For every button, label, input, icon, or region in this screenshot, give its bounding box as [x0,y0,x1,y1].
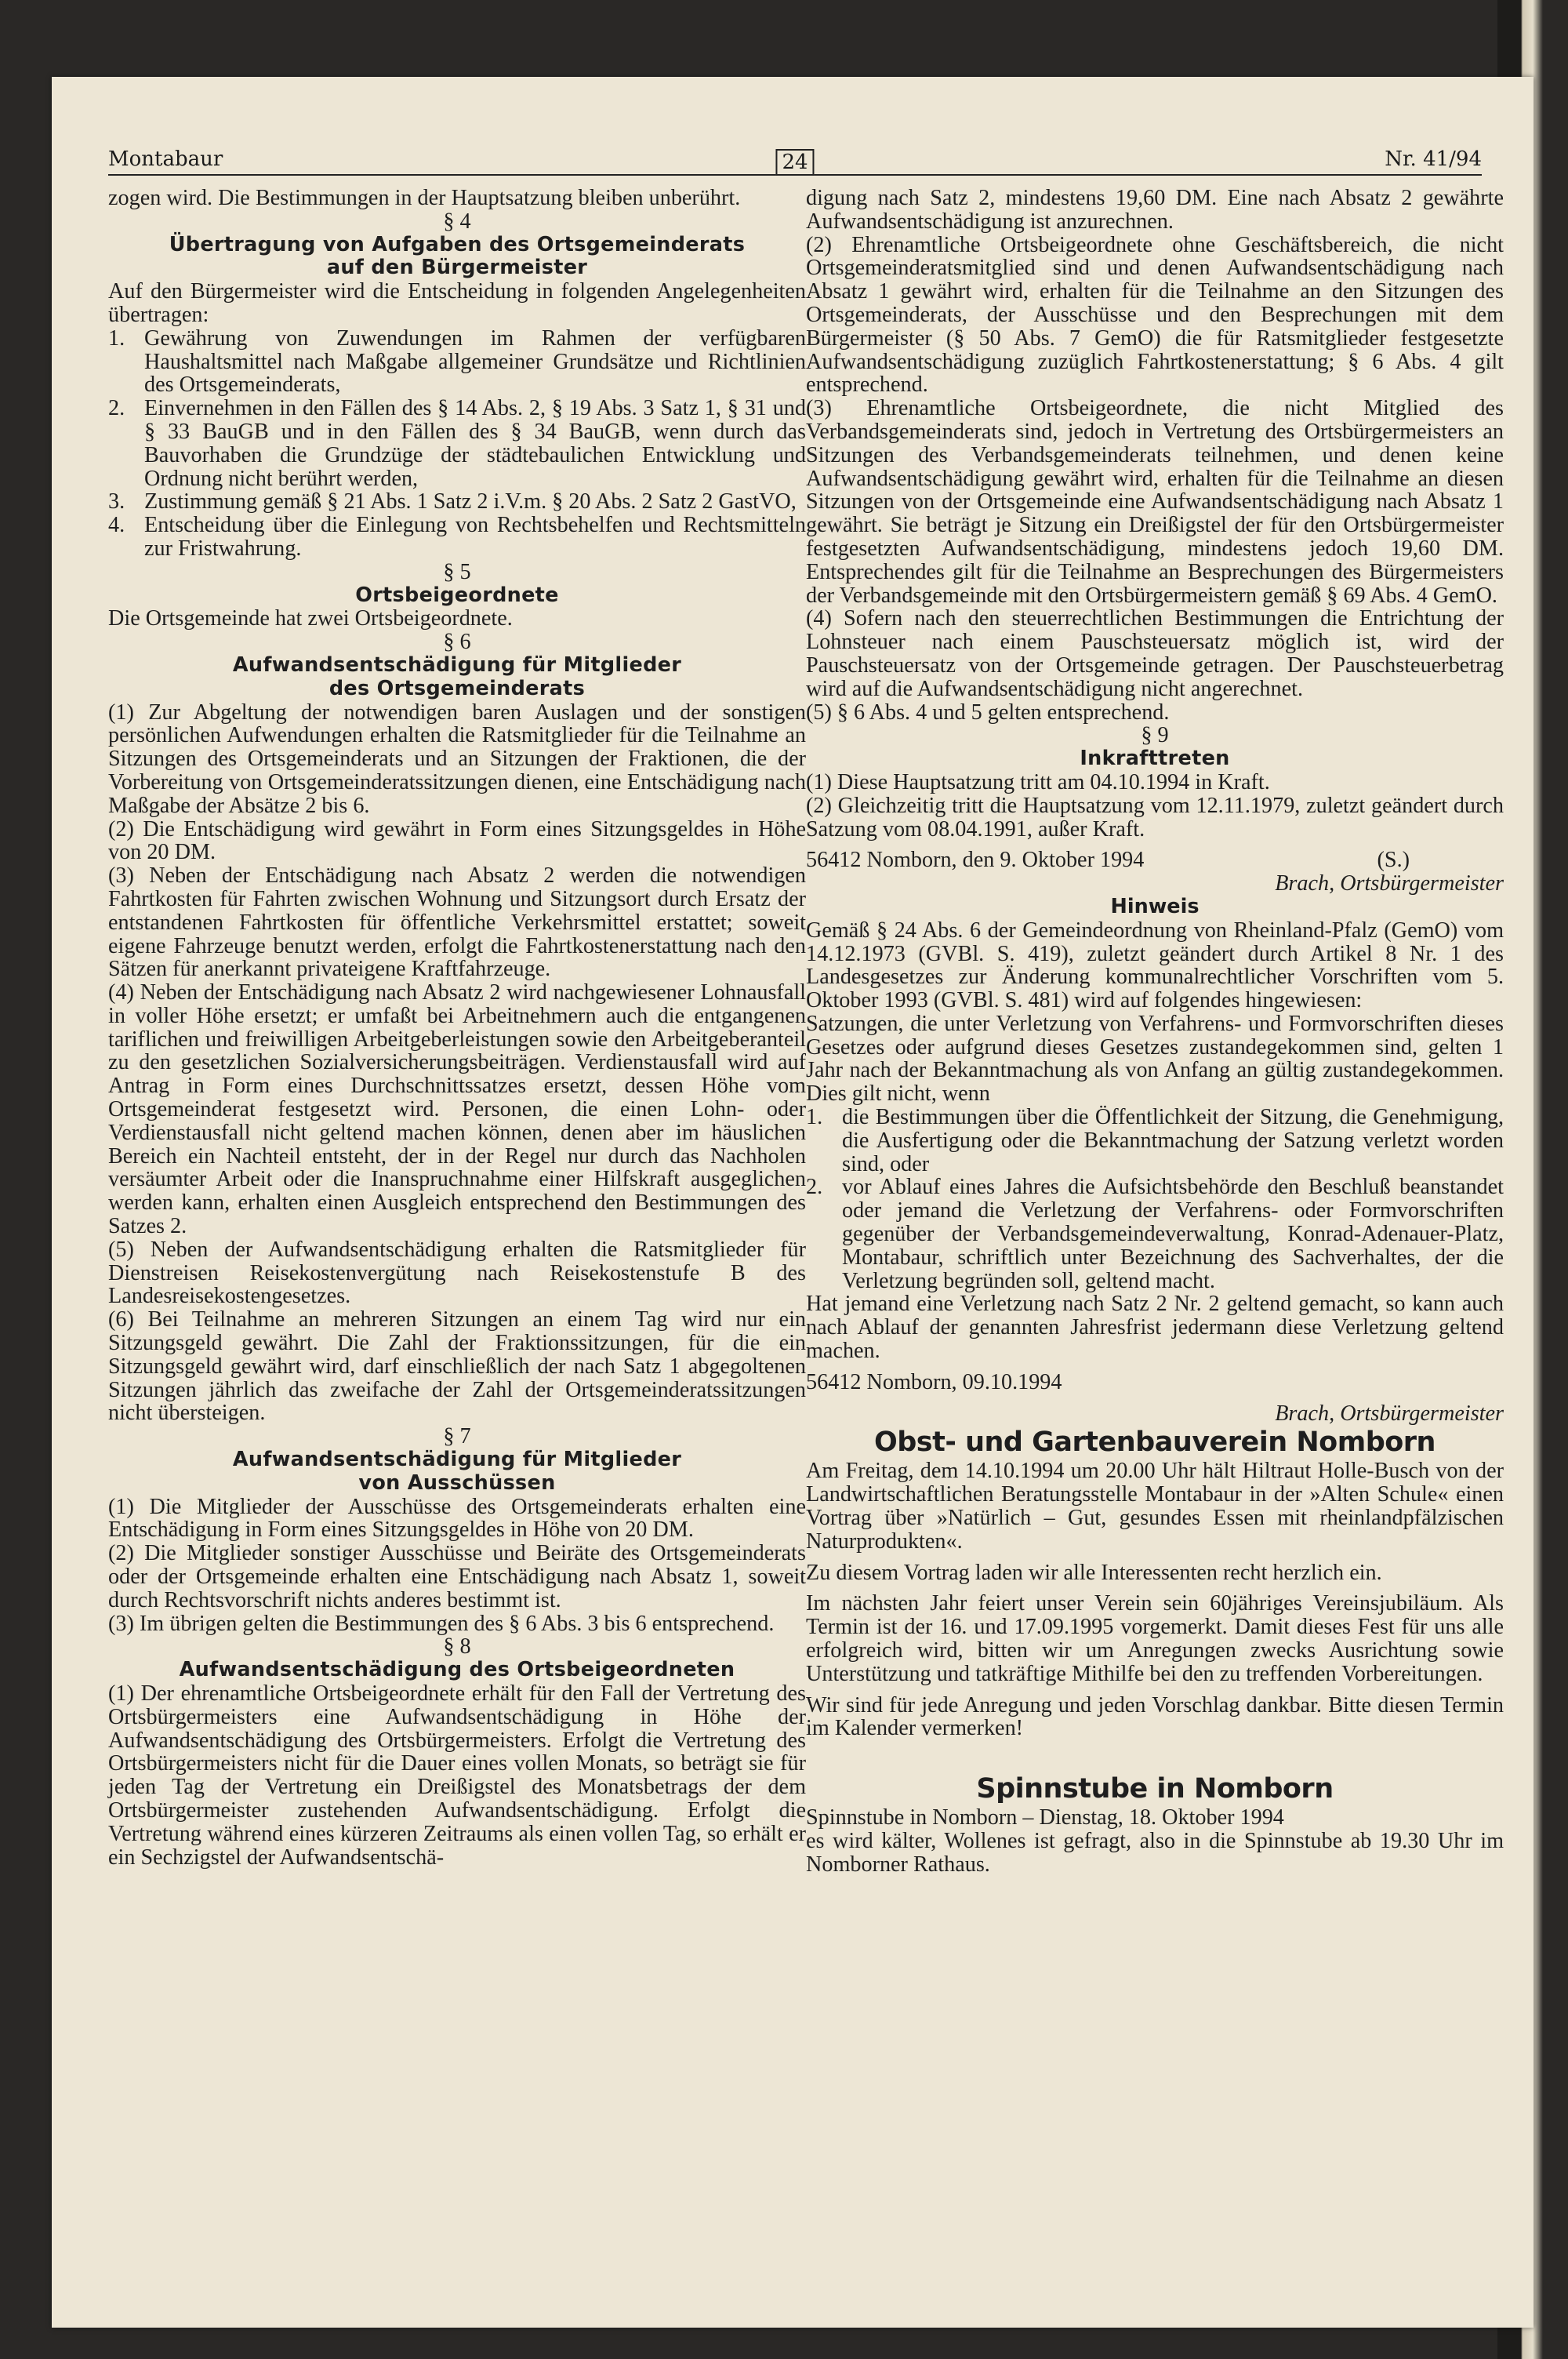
club-paragraph: Im nächsten Jahr feiert unser Verein sein 60jähriges Vereinsjubiläum. Als Termin ist der 16. und 17.09.1995 vorgemerkt. Damit dieses Fest für uns alle erfolgreich wird, bitten wir um Anregungen zwecks Ausrichtung sowie Unterstützung und tatkräftige Mithilfe bei den zu treffenden Vorbereitungen. [806,1591,1504,1686]
list-item: 3. Zustimmung gemäß § 21 Abs. 1 Satz 2 i.V.m. § 20 Abs. 2 Satz 2 GastVO, [108,489,797,514]
club-headline: Obst- und Gartenbauverein Nomborn [874,1427,1436,1459]
section-8-paragraph: (1) Der ehrenamtliche Ortsbeigeordnete erhält für den Fall der Vertretung des Ortsbürgermeisters eine Aufwandsentschädigung in Höhe der Aufwandsentschädigung des Ortsbürgermeisters. Erfolgt die Vertretung des Ortsbürgermeisters nicht für die Dauer eines vollen Monats, so beträgt sie für jeden Tag der Vertretung ein Dreißigstel des Monatsbetrags der dem Ortsbürgermeister zustehenden Aufwandsentschädigung. Erfolgt die Vertretung während eines kürzeren Zeitraums als einen vollen Tag, so erhält er ein Sechzigstel der Aufwandsentschä- [108,1681,806,1870]
section-4-title: Übertragung von Aufgaben des Ortsgemeinderats [169,232,746,256]
section-8-number: § 8 [443,1634,471,1659]
section-5-number: § 5 [443,559,471,584]
section-5-title: Ortsbeigeordnete [355,583,559,607]
place-date: 56412 Nomborn, 09.10.1994 [806,1369,1062,1394]
section-6-title-line2: des Ortsgemeinderats [328,676,586,700]
right-column [806,187,1504,1877]
section-9-title: Inkrafttreten [1080,747,1230,771]
list-item: 1. Gewährung von Zuwendungen im Rahmen der verfügbaren Haushaltsmittel nach Maßgabe allgemeiner Grundsätze und Richtlinien des Ortsgemeinderats, [108,325,806,398]
list-item: 2. vor Ablauf eines Jahres die Aufsichtsbehörde den Beschluß beanstandet oder jemand die Verletzung der Verfahrens- oder Formvorschriften gegenüber der Verbandsgemeindeverwaltung, Konrad-Adenauer-Platz, Montabaur, schriftlich unter Bezeichnung des Sachverhaltes, der die Verletzung begründen soll, geltend macht. [806,1175,1504,1293]
club-paragraph: Am Freitag, dem 14.10.1994 um 20.00 Uhr hält Hiltraut Holle-Busch von der Landwirtschaftlichen Beratungsstelle Montabaur in der »Alten Schule« einen Vortrag über »Natürlich – Gut, gesundes Essen mit rheinlandpfälzischen Naturprodukten«. [806,1459,1504,1554]
seal-mark: (S.) [1377,848,1410,873]
newspaper-page [52,77,1534,2328]
section-7-paragraph: (1) Die Mitglieder der Ausschüsse des Ortsgemeinderats erhalten eine Entschädigung in Form eines Sitzungsgeldes in Höhe von 20 DM. [108,1494,806,1543]
spinnstube-line: es wird kälter, Wollenes ist gefragt, also in die Spinnstube ab 19.30 Uhr im Nomborner Rathaus. [806,1829,1504,1877]
section-9-paragraph: (1) Diese Hauptsatzung tritt am 04.10.1994 in Kraft. [806,769,1270,794]
section-6-paragraph: (6) Bei Teilnahme an mehreren Sitzungen an einem Tag wird nur ein Sitzungsgeld gewährt. Die Zahl der Fraktionssitzungen, für die ein Sitzungsgeld gewährt wird, darf einschließlich der nach Satz 1 abgegoltenen Sitzungen jährlich das zweifache der Zahl der Ortsgemeinderatssitzungen nicht übersteigen. [108,1307,806,1426]
section-8-paragraph: (3) Ehrenamtliche Ortsbeigeordnete, die nicht Mitglied des Verbandsgemeinderats sind, jedoch in Vertretung des Ortsbürgermeisters an Sitzungen des Verbandsgemeinderats teilnehmen, und denen keine Aufwandsentschädigung gewährt wird, erhalten für die Teilnahme an diesen Sitzungen von der Ortsgemeinde eine Aufwandsentschädigung nach Absatz 1 gewährt. Sie beträgt je Sitzung ein Dreißigstel der für den Ortsbürgermeister festgesetzten Aufwandsentschädigung, mindestens jedoch 19,60 DM. Entsprechendes gilt für die Teilnahme an Besprechungen des Bürgermeisters der Verbandsgemeinde mit den Ortsbürgermeistern gemäß § 69 Abs. 4 GemO. [806,396,1504,608]
place-date: 56412 Nomborn, den 9. Oktober 1994 [806,848,1145,873]
section-8-paragraph: (4) Sofern nach den steuerrechtlichen Bestimmungen die Entrichtung der Lohnsteuer nach einem Pauschsteuersatz möglich ist, wird der Pauschsteuersatz von der Ortsgemeinde getragen. Der Pauschsteuerbetrag wird auf die Aufwandsentschädigung nicht angerechnet. [806,606,1504,701]
page-header [108,140,1482,176]
page-number: 24 [775,149,814,176]
section-4-intro: Auf den Bürgermeister wird die Entscheidung in folgenden Angelegenheiten übertragen: [108,279,806,327]
signature: Brach, Ortsbürgermeister [1275,871,1504,896]
club-paragraph: Wir sind für jede Anregung und jeden Vorschlag dankbar. Bitte diesen Termin im Kalender vermerken! [806,1692,1504,1741]
section-8-paragraph: (5) § 6 Abs. 4 und 5 gelten entsprechend. [806,700,1170,725]
section-7-paragraph: (2) Die Mitglieder sonstiger Ausschüsse und Beiräte des Ortsgemeinderats oder der Ortsgemeinde erhalten eine Entschädigung nach Absatz 1, soweit durch Rechtsvorschrift nichts anderes bestimmt ist. [108,1541,806,1612]
signing-line [806,849,1504,872]
section-8-paragraph: (2) Ehrenamtliche Ortsbeigeordnete ohne Geschäftsbereich, die nicht Ortsgemeinderatsmitglied sind und denen Aufwandsentschädigung nach Absatz 1 gewährt wird, erhalten für die Teilnahme an den Sitzungen des Ortsgemeinderats, der Ausschüsse und den Besprechungen mit dem Bürgermeister (§ 50 Abs. 7 GemO) die für Ratsmitglieder festgesetzte Aufwandsentschädigung zuzüglich Fahrtkostenerstattung; § 6 Abs. 4 gilt entsprechend. [806,232,1504,398]
section-6-number: § 6 [443,630,471,655]
section-6-paragraph: (1) Zur Abgeltung der notwendigen baren Auslagen und der sonstigen persönlichen Aufwendungen erhalten die Ratsmitglieder für die Teilnahme an Sitzungen des Ortsgemeinderats und an Sitzungen der Fraktionen, die der Vorbereitung von Ortsgemeinderatssitzungen dienen, eine Entschädigung nach Maßgabe der Absätze 2 bis 6. [108,700,806,818]
list-item: 4. Entscheidung über die Einlegung von Rechtsbehelfen und Rechtsmitteln zur Fristwahrung. [108,513,806,561]
signature: Brach, Ortsbürgermeister [1275,1401,1504,1426]
section-7-paragraph: (3) Im übrigen gelten die Bestimmungen des § 6 Abs. 3 bis 6 entsprechend. [108,1611,775,1636]
section-6-paragraph: (2) Die Entschädigung wird gewährt in Form eines Sitzungsgeldes in Höhe von 20 DM. [108,816,806,865]
list-item: 1. die Bestimmungen über die Öffentlichkeit der Sitzung, die Genehmigung, die Ausfertigung oder die Bekanntmachung der Satzung verletzt worden sind, oder [806,1105,1504,1176]
section-9-paragraph: (2) Gleichzeitig tritt die Hauptsatzung vom 12.11.1979, zuletzt geändert durch Satzung vom 08.04.1991, außer Kraft. [806,793,1504,841]
notice-paragraph: Hat jemand eine Verletzung nach Satz 2 Nr. 2 geltend gemacht, so kann auch nach Ablauf der genannten Jahresfrist jedermann diese Verletzung geltend machen. [806,1292,1504,1364]
section-6-title: Aufwandsentschädigung für Mitglieder [232,652,682,677]
section-8-title: Aufwandsentschädigung des Ortsbeigeordneten [179,1658,735,1682]
notice-paragraph: Gemäß § 24 Abs. 6 der Gemeindeordnung von Rheinland-Pfalz (GemO) vom 14.12.1973 (GVBl. S. 419), zuletzt geändert durch Artikel 8 Nr. 1 des Landesgesetzes zur Änderung kommunalrechtlicher Vorschriften vom 5. Oktober 1993 (GVBl. S. 481) wird auf folgendes hingewiesen: [806,918,1504,1013]
section-7-number: § 7 [443,1424,471,1449]
club-paragraph: Zu diesem Vortrag laden wir alle Interessenten recht herzlich ein. [806,1560,1382,1585]
notice-title: Hinweis [1110,894,1200,918]
continued-text: zogen wird. Die Bestimmungen in der Hauptsatzung bleiben unberührt. [108,186,741,210]
spinnstube-headline: Spinnstube in Nomborn [976,1773,1334,1805]
notice-paragraph: Satzungen, die unter Verletzung von Verfahrens- und Formvorschriften dieses Gesetzes oder aufgrund dieses Gesetzes zustandegekommen sind, gelten 1 Jahr nach der Bekanntmachung als von Anfang an gültig zustandegekommen. Dies gilt nicht, wenn [806,1011,1504,1107]
section-4-title-line2: auf den Bürgermeister [326,256,588,280]
section-6-paragraph: (4) Neben der Entschädigung nach Absatz 2 wird nachgewiesener Lohnausfall in voller Höhe ersetzt; er umfaßt bei Arbeitnehmern auch die entgangenen tariflichen und freiwilligen Arbeitgeberleistungen sowie den Arbeitgeberanteil zu den gesetzlichen Sozialversicherungsbeiträgen. Verdienstausfall wird auf Antrag in Form eines Durchschnittssatzes ersetzt, dessen Höhe vom Ortsgemeinderat festgesetzt wird. Personen, die einen Lohn- oder Verdienstausfall nicht geltend machen können, denen aber im häuslichen Bereich ein Nachteil entsteht, der in der Regel nur durch das Nachholen versäumter Arbeit oder die Inanspruchnahme einer Hilfskraft ausgeglichen werden kann, erhalten einen Ausgleich entsprechend den Bestimmungen des Satzes 2. [108,980,806,1239]
section-6-paragraph: (5) Neben der Aufwandsentschädigung erhalten die Ratsmitglieder für Dienstreisen Reisekostenvergütung nach Reisekostenstufe B des Landesreisekostengesetzes. [108,1237,806,1309]
header-town: Montabaur [108,147,223,171]
list-item: 2. Einvernehmen in den Fällen des § 14 Abs. 2, § 19 Abs. 3 Satz 1, § 31 und § 33 BauGB und in den Fällen des § 34 BauGB, wenn durch das Bauvorhaben die Grundzüge der städtebaulichen Entwicklung und Ordnung nicht berührt werden, [108,396,806,491]
continued-text: digung nach Satz 2, mindestens 19,60 DM. Eine nach Absatz 2 gewährte Aufwandsentschädigung ist anzurechnen. [806,186,1504,234]
section-5-text: Die Ortsgemeinde hat zwei Ortsbeigeordnete. [108,606,513,631]
left-column [108,187,806,1869]
spinnstube-line: Spinnstube in Nomborn – Dienstag, 18. Oktober 1994 [806,1805,1284,1830]
section-7-title-line2: von Ausschüssen [358,1470,556,1495]
section-4-number: § 4 [443,209,471,234]
section-9-number: § 9 [1141,723,1169,748]
section-7-title: Aufwandsentschädigung für Mitglieder [232,1448,682,1472]
issue-number: Nr. 41/94 [1385,147,1482,171]
section-6-paragraph: (3) Neben der Entschädigung nach Absatz 2 werden die notwendigen Fahrtkosten für Fahrten zwischen Wohnung und Sitzungsort durch Ersatz der entstandenen Fahrtkosten für öffentliche Verkehrsmittel erstattet; soweit eigene Fahrzeuge benutzt werden, erfolgt die Fahrtkostenerstattung nach den Sätzen für anerkannt privateigene Kraftfahrzeuge. [108,863,806,982]
